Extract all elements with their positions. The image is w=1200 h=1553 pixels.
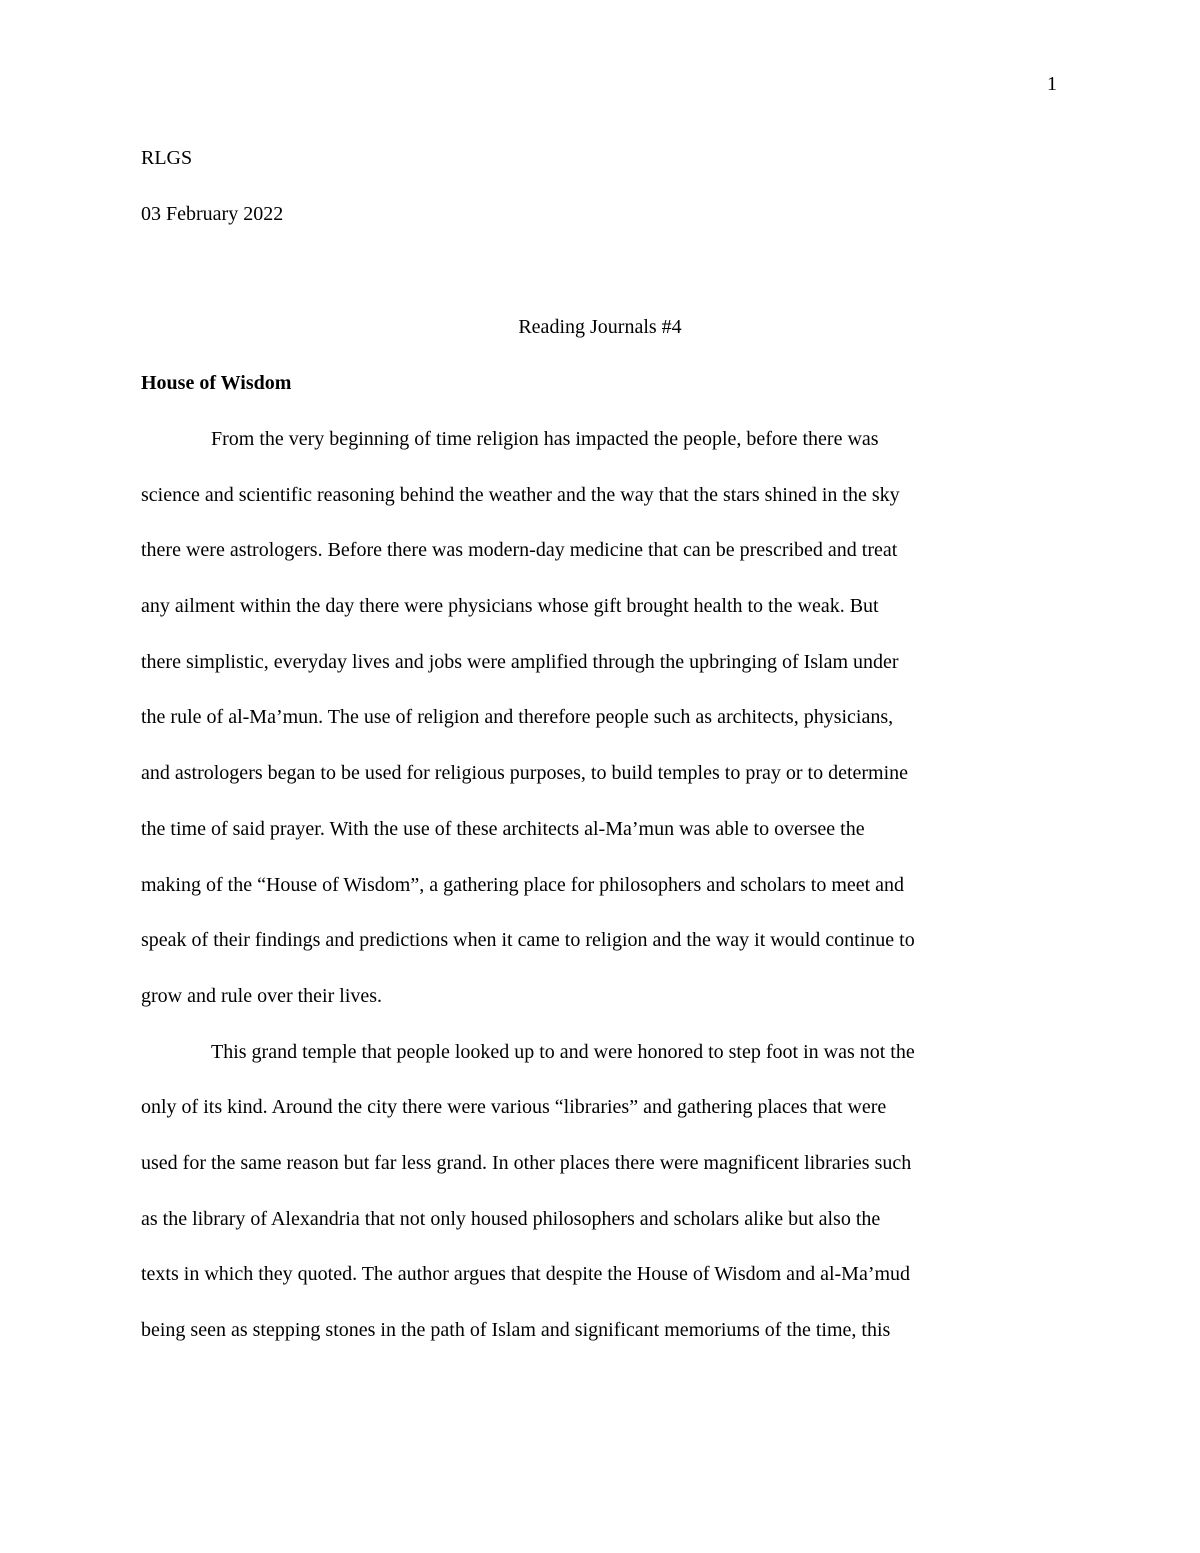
paragraph-1-line: the rule of al-Ma’mun. The use of religion and therefore people such as architects, physicians, xyxy=(141,706,894,729)
paragraph-2-line: texts in which they quoted. The author argues that despite the House of Wisdom and al-Ma’mud xyxy=(141,1263,911,1286)
paragraph-1-line: and astrologers began to be used for religious purposes, to build temples to pray or to determine xyxy=(141,762,909,785)
paragraph-2-line: This grand temple that people looked up to and were honored to step foot in was not the xyxy=(211,1040,915,1063)
page-number: 1 xyxy=(1047,73,1057,95)
paragraph-2-line: being seen as stepping stones in the path of Islam and significant memoriums of the time, this xyxy=(141,1319,891,1341)
course-name: RLGS xyxy=(141,147,193,169)
section-heading: House of Wisdom xyxy=(141,372,292,394)
paragraph-1-line: any ailment within the day there were physicians whose gift brought health to the weak. But xyxy=(141,595,879,618)
paragraph-1-line: the time of said prayer. With the use of these architects al-Ma’mun was able to oversee the xyxy=(141,817,865,840)
paragraph-2-line: as the library of Alexandria that not only housed philosophers and scholars alike but also the xyxy=(141,1207,881,1230)
document-title: Reading Journals #4 xyxy=(518,316,682,338)
paragraph-1-line: grow and rule over their lives. xyxy=(141,984,383,1007)
paragraph-1-line: science and scientific reasoning behind the weather and the way that the stars shined in the sky xyxy=(141,483,900,506)
paragraph-1-line: From the very beginning of time religion has impacted the people, before there was xyxy=(211,428,879,450)
paragraph-1-line: making of the “House of Wisdom”, a gathering place for philosophers and scholars to meet and xyxy=(141,873,905,896)
date: 03 February 2022 xyxy=(141,203,284,225)
paragraph-2-line: only of its kind. Around the city there were various “libraries” and gathering places that were xyxy=(141,1096,887,1119)
paragraph-1-line: there simplistic, everyday lives and jobs were amplified through the upbringing of Islam under xyxy=(141,650,899,673)
paragraph-1-line: there were astrologers. Before there was modern-day medicine that can be prescribed and treat xyxy=(141,539,898,562)
paragraph-2-line: used for the same reason but far less grand. In other places there were magnificent libraries such xyxy=(141,1151,912,1174)
body-text xyxy=(141,425,1056,1372)
paragraph-1-line: speak of their findings and predictions when it came to religion and the way it would continue to xyxy=(141,929,915,952)
